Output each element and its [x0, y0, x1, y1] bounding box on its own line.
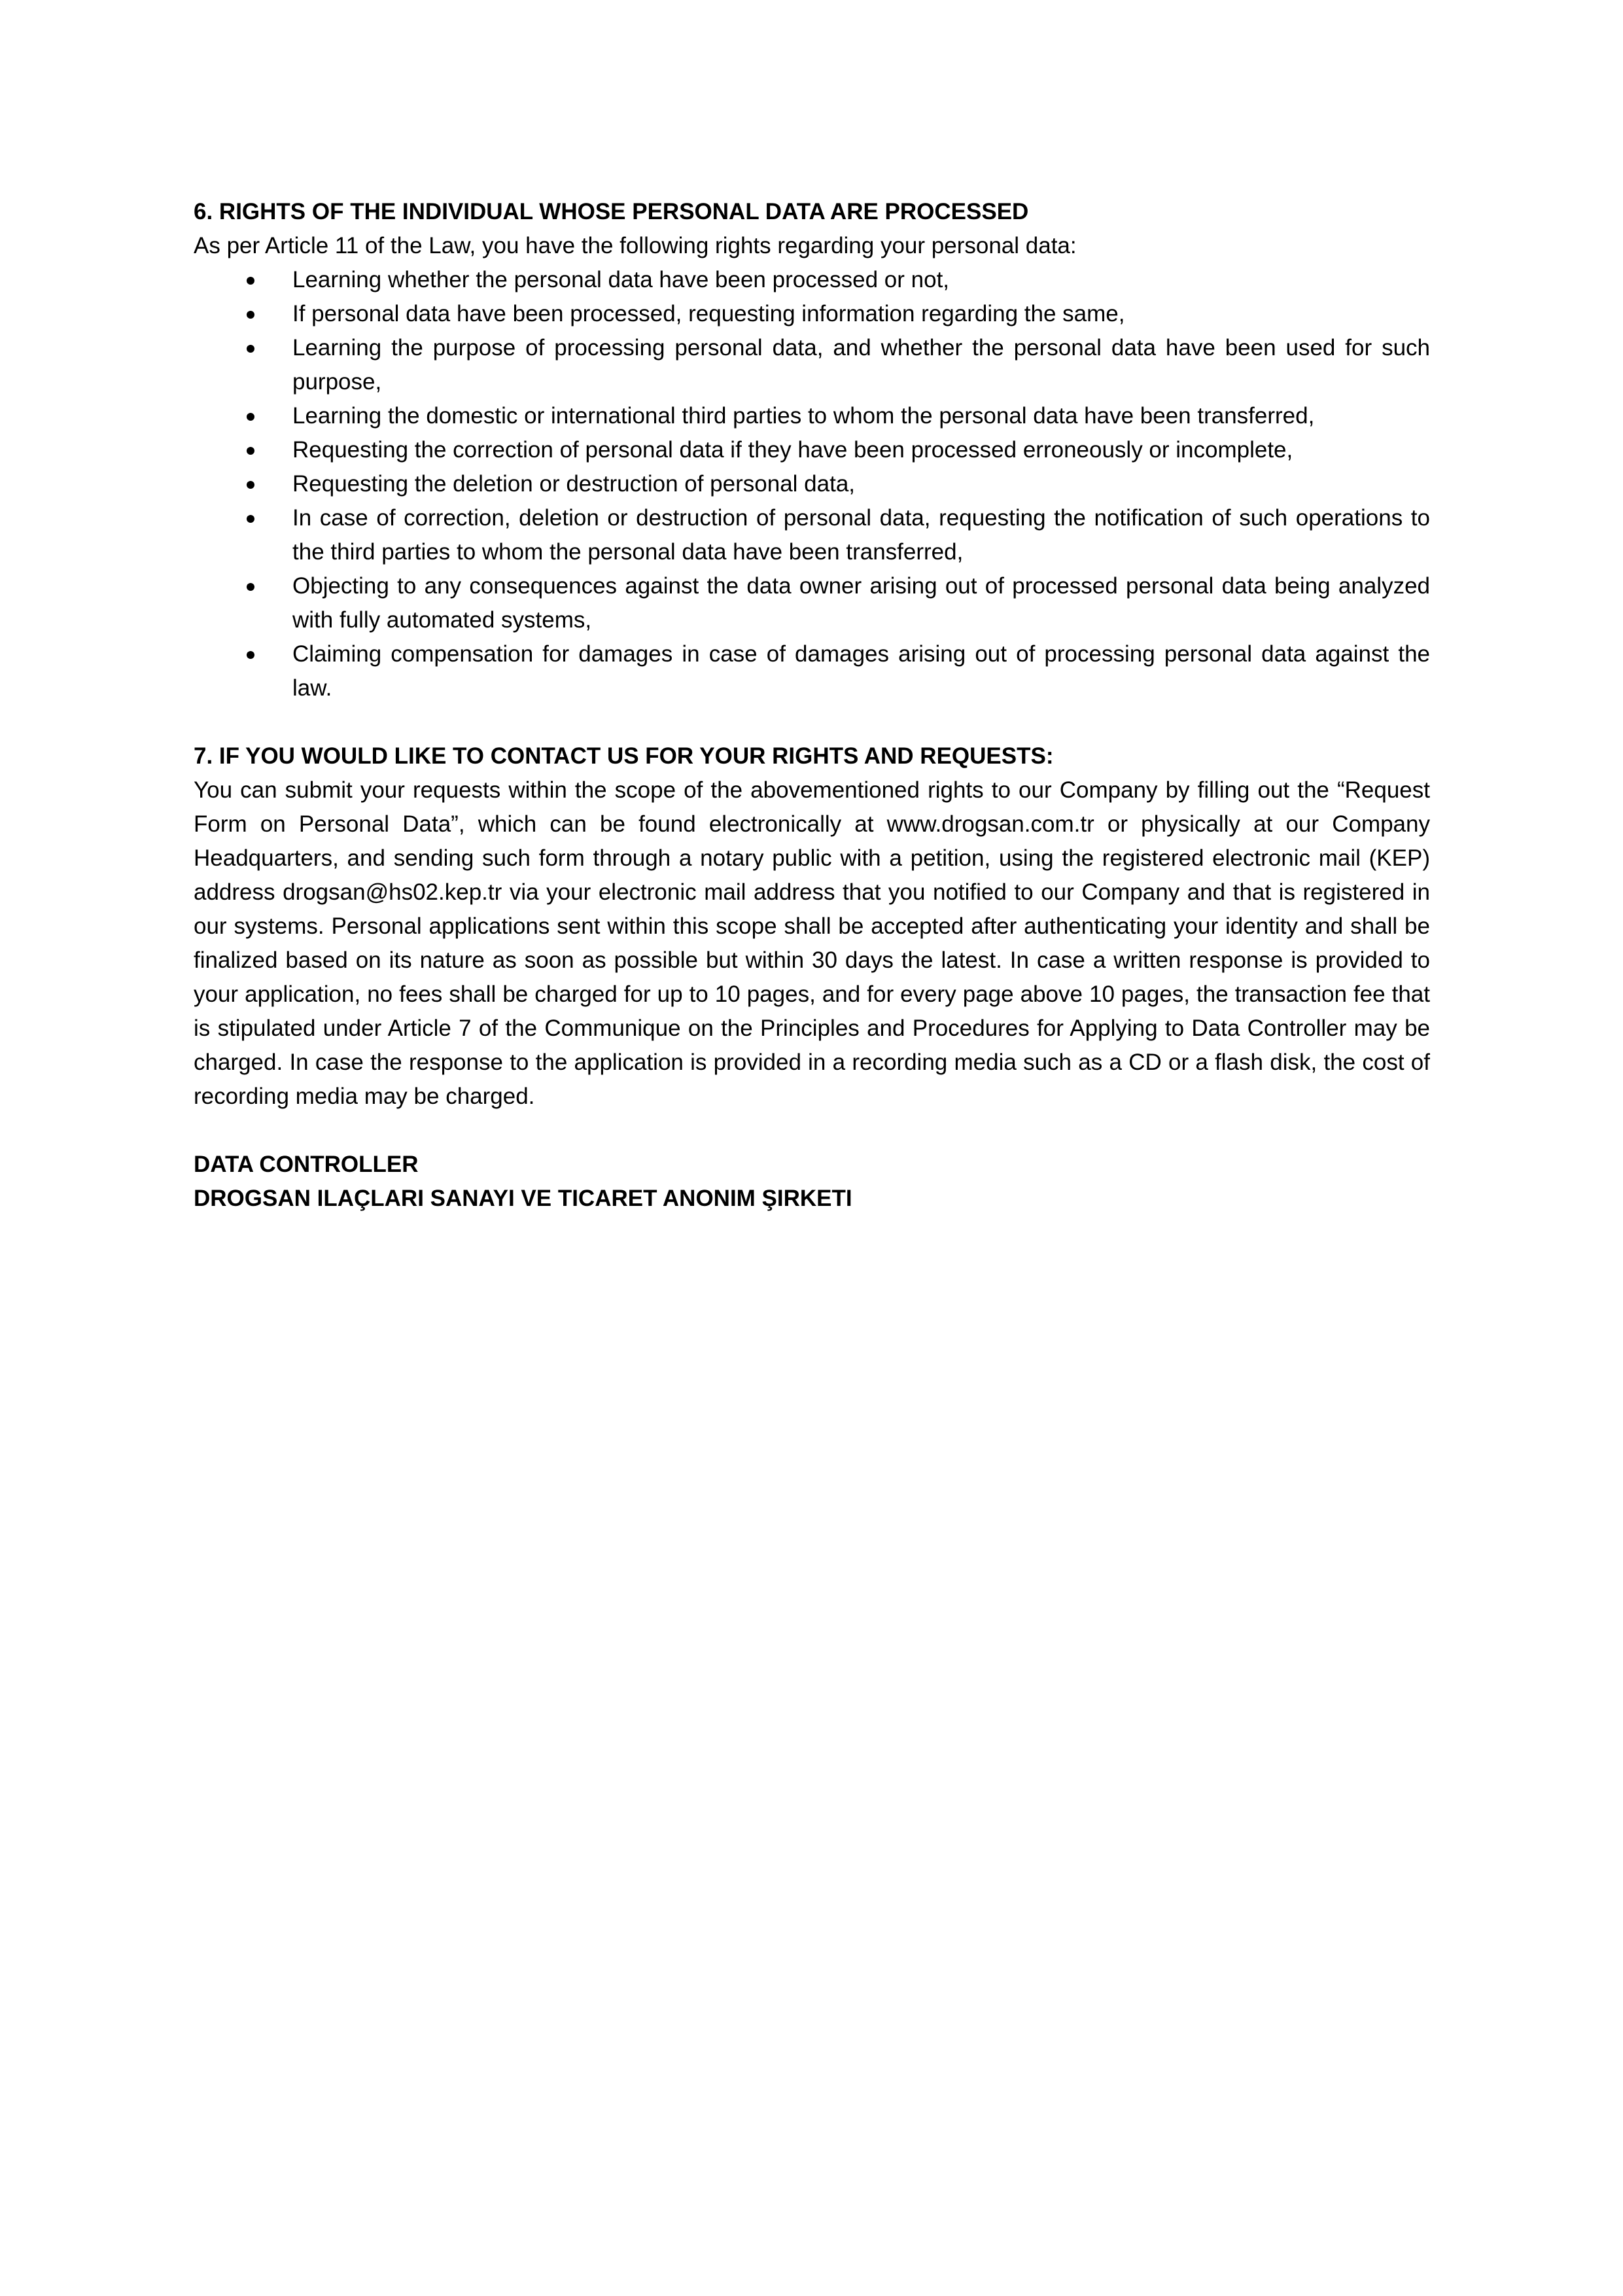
list-item	[194, 467, 1430, 501]
data-controller-label: DATA CONTROLLER	[194, 1152, 419, 1177]
section-spacer	[194, 1114, 1430, 1148]
list-item	[194, 501, 1430, 569]
list-item	[194, 263, 1430, 297]
list-item-text: Requesting the correction of personal data if they have been processed erroneously or incomplete,	[292, 437, 1293, 463]
list-item	[194, 637, 1430, 705]
list-item	[194, 569, 1430, 637]
list-item	[194, 433, 1430, 467]
list-item-text: In case of correction, deletion or destruction of personal data, requesting the notification of such operations to the third parties to whom the personal data have been transferred,	[292, 505, 1430, 565]
rights-list	[194, 263, 1430, 705]
document-page	[194, 195, 1430, 1216]
list-item-text: Learning the domestic or international third parties to whom the personal data have been transferred,	[292, 403, 1315, 429]
section-spacer	[194, 705, 1430, 739]
section-7-body: You can submit your requests within the scope of the abovementioned rights to our Company by filling out the “Request Form on Personal Data”, which can be found electronically at www.drogsan.com.tr or physically at our Company Headquarters, and sending such form through a notary public with a petition, using the registered electronic mail (KEP) address drogsan@hs02.kep.tr via your electronic mail address that you notified to our Company and that is registered in our systems. Personal applications sent within this scope shall be accepted after authenticating your identity and shall be finalized based on its nature as soon as possible but within 30 days the latest. In case a written response is provided to your application, no fees shall be charged for up to 10 pages, and for every page above 10 pages, the transaction fee that is stipulated under Article 7 of the Communique on the Principles and Procedures for Applying to Data Controller may be charged. In case the response to the application is provided in a recording media such as a CD or a flash disk, the cost of recording media may be charged.	[194, 777, 1430, 1109]
list-item-text: Learning whether the personal data have been processed or not,	[292, 267, 950, 292]
list-item	[194, 399, 1430, 433]
list-item	[194, 297, 1430, 331]
list-item-text: If personal data have been processed, requesting information regarding the same,	[292, 301, 1125, 327]
section-6-heading: 6. RIGHTS OF THE INDIVIDUAL WHOSE PERSONAL DATA ARE PROCESSED	[194, 199, 1029, 224]
list-item	[194, 331, 1430, 399]
list-item-text: Objecting to any consequences against the data owner arising out of processed personal data being analyzed with fully automated systems,	[292, 573, 1430, 633]
list-item-text: Learning the purpose of processing personal data, and whether the personal data have been used for such purpose,	[292, 335, 1430, 395]
data-controller-company: DROGSAN ILAÇLARI SANAYI VE TICARET ANONIM ŞIRKETI	[194, 1186, 852, 1211]
section-7-heading: 7. IF YOU WOULD LIKE TO CONTACT US FOR YOUR RIGHTS AND REQUESTS:	[194, 743, 1054, 769]
list-item-text: Claiming compensation for damages in case of damages arising out of processing personal data against the law.	[292, 641, 1430, 701]
list-item-text: Requesting the deletion or destruction of personal data,	[292, 471, 856, 497]
section-6-intro: As per Article 11 of the Law, you have the following rights regarding your personal data:	[194, 233, 1077, 258]
